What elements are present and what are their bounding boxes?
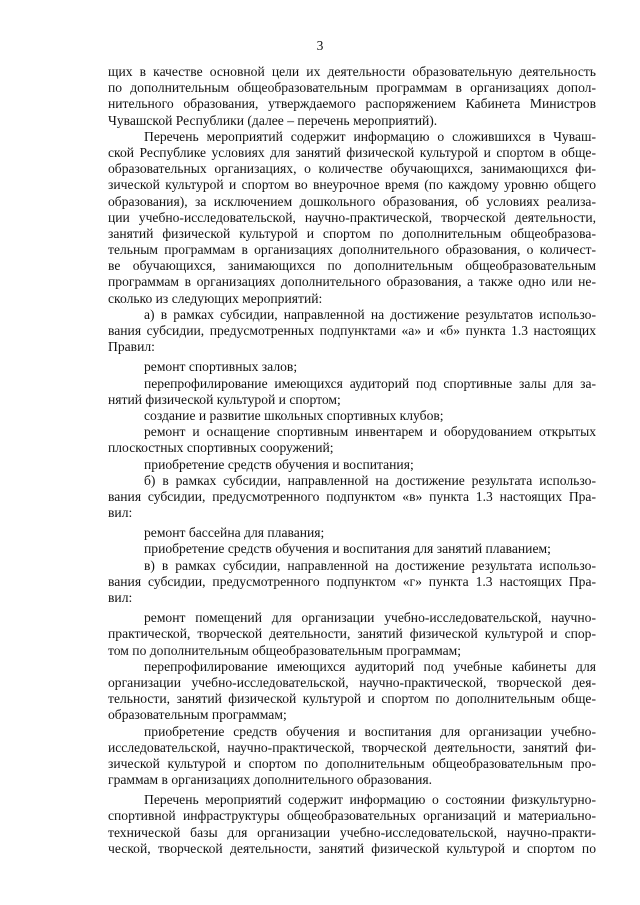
text-line: ции учебно-исследовательской, научно-практической, творческой деятельности, [108,209,596,225]
text-line: том по дополнительным общеобразовательным программам; [108,642,462,658]
text-line: граммам в организациях дополнительного образования. [108,772,433,788]
text-line: зической культурой и спортом во внеурочное время (по каждому уровню общего [108,177,596,193]
text-line: технической базы для организации учебно-исследовательской, научно-практи- [108,824,596,840]
text-line: приобретение средств обучения и воспитания; [144,456,414,472]
text-line: Чувашской Республики (далее – перечень мероприятий). [108,112,438,128]
text-line: ремонт и оснащение спортивным инвентарем и оборудованием открытых [144,424,596,440]
text-line: вания субсидии, предусмотренных подпунктами «а» и «б» пункта 1.3 настоящих [108,323,596,338]
text-line: ческой, творческой деятельности, занятий физической культурой и спортом по [108,840,596,856]
text-line: ремонт бассейна для плавания; [144,525,325,541]
text-line: спортивной инфраструктуры общеобразовательных организаций и материально- [108,808,596,824]
text-line: нятий физической культурой и спортом; [108,391,341,407]
text-line: ве обучающихся, занимающихся по дополнительным общеобразовательным [108,258,596,274]
text-line: в) в рамках субсидии, направленной на достижение результата использо- [144,557,596,573]
text-line: плоскостных спортивных сооружений; [108,440,334,456]
page-number: 3 [316,38,324,53]
text-line: исследовательской, научно-практической, творческой деятельности, занятий фи- [108,739,596,755]
text-line: сколько из следующих мероприятий: [108,290,323,306]
document-body [108,64,596,857]
text-line: вания субсидии, предусмотренного подпунктом «г» пункта 1.3 настоящих Пра- [108,573,596,589]
text-line: создание и развитие школьных спортивных клубов; [144,407,444,423]
text-line: вания субсидии, предусмотренного подпунктом «в» пункта 1.3 настоящих Пра- [108,488,596,504]
text-line: Перечень мероприятий содержит информацию о состоянии физкультурно- [144,792,596,808]
text-line: б) в рамках субсидии, направленной на достижение результата использо- [144,472,596,488]
text-line: ремонт помещений для организации учебно-исследовательской, научно- [144,610,596,626]
text-line: нительного образования, утверждаемого распоряжением Кабинета Министров [108,96,596,112]
text-line: вил: [108,590,133,605]
text-line: зической культурой и спортом по дополнительным общеобразовательным про- [108,755,596,771]
text-line: образовательным программам; [108,707,287,723]
text-line: занятий физической культурой и спортом по дополнительным общеобразова- [108,225,596,241]
text-line: по дополнительным общеобразовательным программам в организациях допол- [108,80,596,96]
text-line: вил: [108,505,133,521]
text-line: перепрофилирование имеющихся аудиторий под спортивные залы для за- [144,375,596,391]
text-line: образования), за исключением дошкольного образования, об условиях реализа- [108,193,596,209]
text-line: приобретение средств обучения и воспитания для организации учебно- [144,723,596,739]
text-line: ремонт спортивных залов; [144,359,298,375]
text-line: приобретение средств обучения и воспитания для занятий плаванием; [144,541,551,557]
text-line: организации учебно-исследовательской, научно-практической, творческой дея- [108,674,596,690]
text-line: тельным программам в организациях дополнительного образования, о количест- [108,242,596,258]
text-line: практической, творческой деятельности, занятий физической культурой и спор- [108,626,596,642]
text-line: образовательных организациях, о количестве обучающихся, занимающихся фи- [108,161,596,177]
text-line: Правил: [108,339,155,355]
text-line: перепрофилирование имеющихся аудиторий под учебные кабинеты для [144,658,596,674]
text-line: программам в организациях дополнительного образования, а также одно или не- [108,274,596,290]
text-line: а) в рамках субсидии, направленной на достижение результатов использо- [144,306,596,322]
text-line: ской Республике условиях для занятий физической культурой и спортом в обще- [108,144,596,160]
text-line: тельности, занятий физической культурой и спортом по дополнительным обще- [108,691,596,707]
text-line: Перечень мероприятий содержит информацию о сложившихся в Чуваш- [144,128,596,144]
text-line: щих в качестве основной цели их деятельности образовательную деятельность [108,64,596,79]
